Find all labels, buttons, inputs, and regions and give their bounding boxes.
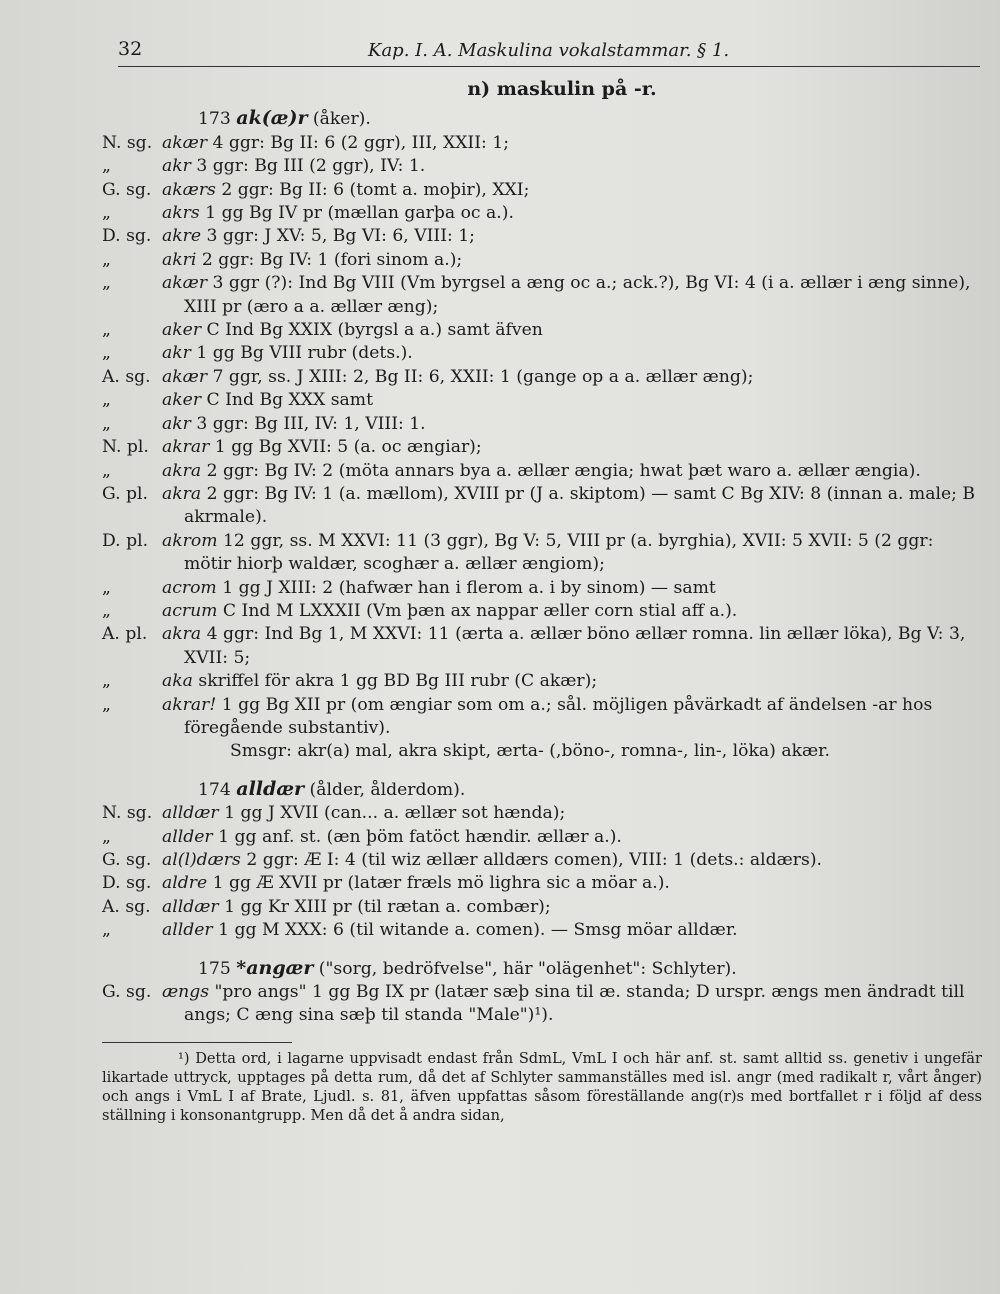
attestation-text: 1 gg J XIII: 2 (hafwær han i flerom a. i by sinom) — samt: [216, 577, 716, 598]
row-content: [162, 483, 982, 530]
paradigm-row: [102, 460, 982, 483]
row-content: [162, 577, 982, 600]
attestation-text: 3 ggr: Bg III (2 ggr), IV: 1.: [190, 156, 426, 177]
attestation-text: 1 gg Bg XVII: 5 (a. oc ængiar);: [209, 437, 482, 458]
row-content: [162, 694, 982, 741]
word-form: akr: [162, 413, 191, 434]
entry-title: [102, 957, 982, 981]
case-label: A. pl.: [102, 624, 148, 645]
paradigm-row: [102, 272, 982, 319]
attestation-text: 2 ggr: Bg IV: 2 (möta annars bya a. ællær ængia; hwat þæt waro a. ællær ængia).: [201, 460, 921, 481]
paradigm-row: [102, 483, 982, 530]
row-content: [162, 319, 982, 342]
attestation-text: 2 ggr: Æ I: 4 (til wiz ællær alldærs comen), VIII: 1 (dets.: aldærs).: [240, 850, 822, 870]
word-form: allder: [162, 920, 213, 941]
case-label: „: [102, 390, 111, 411]
paradigm-row: [102, 694, 982, 741]
paradigm-row: [102, 202, 982, 225]
row-content: [162, 389, 982, 412]
row-content: [162, 802, 982, 825]
word-form: al(l)dærs: [162, 850, 241, 870]
entries: [102, 107, 982, 1027]
paradigm-row: [102, 872, 982, 895]
word-form: aker: [162, 320, 202, 341]
attestation-text: 1 gg anf. st. (æn þöm fatöct hændir. ællær a.).: [212, 826, 622, 847]
attestation-text: 1 gg Bg XII pr (om ængiar som om a.; sål. möjligen påvärkadt af ändelsen -ar hos föregående substantiv).: [184, 694, 933, 738]
attestation-text: 3 ggr (?): Ind Bg VIII (Vm byrgsel a æng oc a.; ack.?), Bg VI: 4 (i a. ællær i æng sinne), XIII pr (æro a a. ællær æng);: [184, 273, 971, 317]
paradigm-row: [102, 530, 982, 577]
word-form: akær: [162, 366, 208, 387]
entry-headword: alldær: [236, 777, 305, 800]
page-body: [102, 78, 982, 1126]
footnotes: [102, 1049, 982, 1126]
row-content: [162, 670, 982, 693]
word-form: akrar!: [162, 694, 217, 715]
attestation-text: 1 gg Æ XVII pr (latær fræls mö lighra sic a möar a.).: [207, 873, 670, 894]
paradigm-row: [102, 132, 982, 155]
word-form: akrs: [162, 203, 200, 224]
entry-gloss: ("sorg, bedröfvelse", här "olägenhet": Schlyter).: [313, 958, 737, 979]
case-label: G. pl.: [102, 483, 149, 504]
word-form: acrum: [162, 600, 218, 621]
paradigm-row: [102, 413, 982, 436]
paradigm-row: [102, 319, 982, 342]
page-header: [118, 38, 980, 67]
entry-gloss: (ålder, ålderdom).: [304, 779, 466, 800]
paradigm-row: [102, 436, 982, 459]
attestation-text: skriffel för akra 1 gg BD Bg III rubr (C akær);: [192, 671, 598, 692]
attestation-text: 1 gg Kr XIII pr (til rætan a. combær);: [218, 896, 551, 917]
paradigm-row: [102, 919, 982, 942]
row-content: [162, 366, 982, 389]
row-content: [162, 896, 982, 919]
attestation-text: C Ind M LXXXII (Vm þæn ax nappar æller corn stial aff a.).: [217, 600, 738, 621]
paradigm-row: [102, 389, 982, 412]
word-form: aka: [162, 671, 193, 692]
case-label: A. sg.: [102, 896, 151, 917]
attestation-text: 2 ggr: Bg II: 6 (tomt a. moþir), XXI;: [215, 179, 530, 200]
attestation-text: C Ind Bg XXIX (byrgsl a a.) samt äfven: [201, 320, 543, 341]
paradigm-row: [102, 179, 982, 202]
word-form: akre: [162, 226, 202, 247]
paradigm-row: [102, 623, 982, 670]
entry-number: 174: [198, 779, 237, 800]
paradigm-row: [102, 849, 982, 872]
row-content: [162, 849, 982, 872]
case-label: „: [102, 156, 111, 177]
entry-gloss: (åker).: [307, 109, 371, 130]
case-label: „: [102, 600, 111, 621]
row-content: [162, 179, 982, 202]
row-content: [162, 413, 982, 436]
attestation-text: C Ind Bg XXX samt: [201, 390, 374, 411]
case-label: „: [102, 671, 111, 692]
word-form: akær: [162, 132, 208, 153]
footnote-rule: [102, 1042, 292, 1043]
attestation-text: 7 ggr, ss. J XIII: 2, Bg II: 6, XXII: 1 (gange op a a. ællær æng);: [207, 366, 754, 387]
case-label: „: [102, 343, 111, 364]
case-label: „: [102, 203, 111, 224]
word-form: alldær: [162, 803, 219, 824]
footnote-1: ¹) Detta ord, i lagarne uppvisadt endast från SdmL, VmL I och här anf. st. samt alltid ss. genetiv i ungefär likartade uttryck, upptages på detta rum, då det af Schlyter sammanställes med isl. angr (med radikalt r, vårt ånger) och angs i VmL I af Brate, Ljudl. s. 81, äfven uppfattas såsom föreställande ang(r)s med bortfallet r i följd af dess ställning i konsonantgrupp. Men då det å andra sidan,: [102, 1049, 982, 1125]
attestation-text: 1 gg M XXX: 6 (til witande a. comen). — Smsg möar alldær.: [212, 920, 738, 941]
row-content: [162, 600, 982, 623]
paradigm-row: [102, 342, 982, 365]
section-heading: n) maskulin på -r.: [467, 78, 657, 100]
row-content: [162, 155, 982, 178]
case-label: D. pl.: [102, 530, 149, 551]
word-form: akra: [162, 624, 202, 645]
word-form: acrom: [162, 577, 217, 598]
row-content: [162, 436, 982, 459]
entry-gap: [102, 764, 982, 774]
row-content: [162, 342, 982, 365]
word-form: ængs: [162, 982, 210, 1003]
row-content: [162, 826, 982, 849]
case-label: „: [102, 273, 111, 294]
attestation-text: 4 ggr: Ind Bg 1, M XXVI: 11 (ærta a. ællær böno ællær romna. lin ællær löka), Bg V: 3, XVII: 5;: [184, 624, 966, 668]
page-number: 32: [118, 38, 143, 60]
word-form: aldre: [162, 873, 208, 894]
row-content: [162, 249, 982, 272]
attestation-text: "pro angs" 1 gg Bg IX pr (latær sæþ sina til æ. standa; D urspr. ængs men ändradt till angs; C æng sina sæþ til standa "Male")¹).: [184, 982, 965, 1026]
case-label: D. sg.: [102, 226, 152, 247]
case-label: „: [102, 249, 111, 270]
attestation-text: 2 ggr: Bg IV: 1 (fori sinom a.);: [196, 249, 463, 270]
case-label: „: [102, 320, 111, 341]
row-content: [162, 623, 982, 670]
paradigm-row: [102, 366, 982, 389]
row-content: [162, 981, 982, 1028]
row-content: [162, 919, 982, 942]
paradigm-row: [102, 577, 982, 600]
row-content: [162, 460, 982, 483]
paradigm-row: [102, 249, 982, 272]
attestation-text: 1 gg Bg IV pr (mællan garþa oc a.).: [199, 203, 514, 224]
paradigm-row: [102, 981, 982, 1028]
row-content: [162, 272, 982, 319]
attestation-text: 4 ggr: Bg II: 6 (2 ggr), III, XXII: 1;: [207, 132, 509, 153]
case-label: „: [102, 694, 111, 715]
attestation-text: 3 ggr: Bg III, IV: 1, VIII: 1.: [190, 413, 426, 434]
word-form: allder: [162, 826, 213, 847]
entry-title: [102, 778, 982, 802]
case-label: G. sg.: [102, 850, 152, 870]
case-label: D. sg.: [102, 873, 152, 894]
attestation-text: 1 gg Bg VIII rubr (dets.).: [190, 343, 413, 364]
case-label: „: [102, 413, 111, 434]
paradigm-row: [102, 826, 982, 849]
case-label: A. sg.: [102, 366, 151, 387]
case-label: G. sg.: [102, 982, 152, 1003]
running-title: Kap. I. A. Maskulina vokalstammar. § 1.: [368, 40, 730, 61]
word-form: alldær: [162, 896, 219, 917]
entry-gap: [102, 943, 982, 953]
word-form: aker: [162, 390, 202, 411]
row-content: [162, 872, 982, 895]
word-form: akra: [162, 483, 202, 504]
case-label: „: [102, 460, 111, 481]
attestation-text: 3 ggr: J XV: 5, Bg VI: 6, VIII: 1;: [201, 226, 475, 247]
entry-number: 175: [198, 958, 237, 979]
word-form: akr: [162, 343, 191, 364]
case-label: N. sg.: [102, 803, 153, 824]
word-form: akrar: [162, 437, 210, 458]
paradigm-row: [102, 670, 982, 693]
case-label: „: [102, 920, 111, 941]
word-form: akr: [162, 156, 191, 177]
word-form: akærs: [162, 179, 216, 200]
entry-title: [102, 107, 982, 131]
paradigm-row: [102, 600, 982, 623]
attestation-text: 1 gg J XVII (can... a. ællær sot hænda);: [218, 803, 566, 824]
word-form: akra: [162, 460, 202, 481]
paradigm-row: [102, 225, 982, 248]
compounds-line: Smsgr: akr(a) mal, akra skipt, ærta- (,böno-, romna-, lin-, löka) akær.: [230, 741, 830, 762]
case-label: „: [102, 577, 111, 598]
entry-number: 173: [198, 109, 237, 130]
word-form: akri: [162, 249, 197, 270]
attestation-text: 12 ggr, ss. M XXVI: 11 (3 ggr), Bg V: 5, VIII pr (a. byrghia), XVII: 5 XVII: 5 (2 ggr: mötir hiorþ waldær, scoghær a. ællær ængiom);: [184, 530, 934, 575]
word-form: akrom: [162, 530, 218, 551]
case-label: G. sg.: [102, 179, 152, 200]
case-label: N. sg.: [102, 132, 153, 153]
row-content: [162, 132, 982, 155]
row-content: [162, 202, 982, 225]
entry-headword: *angær: [236, 956, 314, 979]
paradigm-row: [102, 155, 982, 178]
word-form: akær: [162, 273, 208, 294]
entry-headword: ak(æ)r: [236, 107, 308, 130]
row-content: [162, 225, 982, 248]
attestation-text: 2 ggr: Bg IV: 1 (a. mællom), XVIII pr (J a. skiptom) — samt C Bg XIV: 8 (innan a. male; B akrmale).: [184, 483, 976, 528]
paradigm-row: [102, 896, 982, 919]
case-label: N. pl.: [102, 437, 149, 458]
case-label: „: [102, 826, 111, 847]
paradigm-row: [102, 802, 982, 825]
row-content: [162, 530, 982, 577]
